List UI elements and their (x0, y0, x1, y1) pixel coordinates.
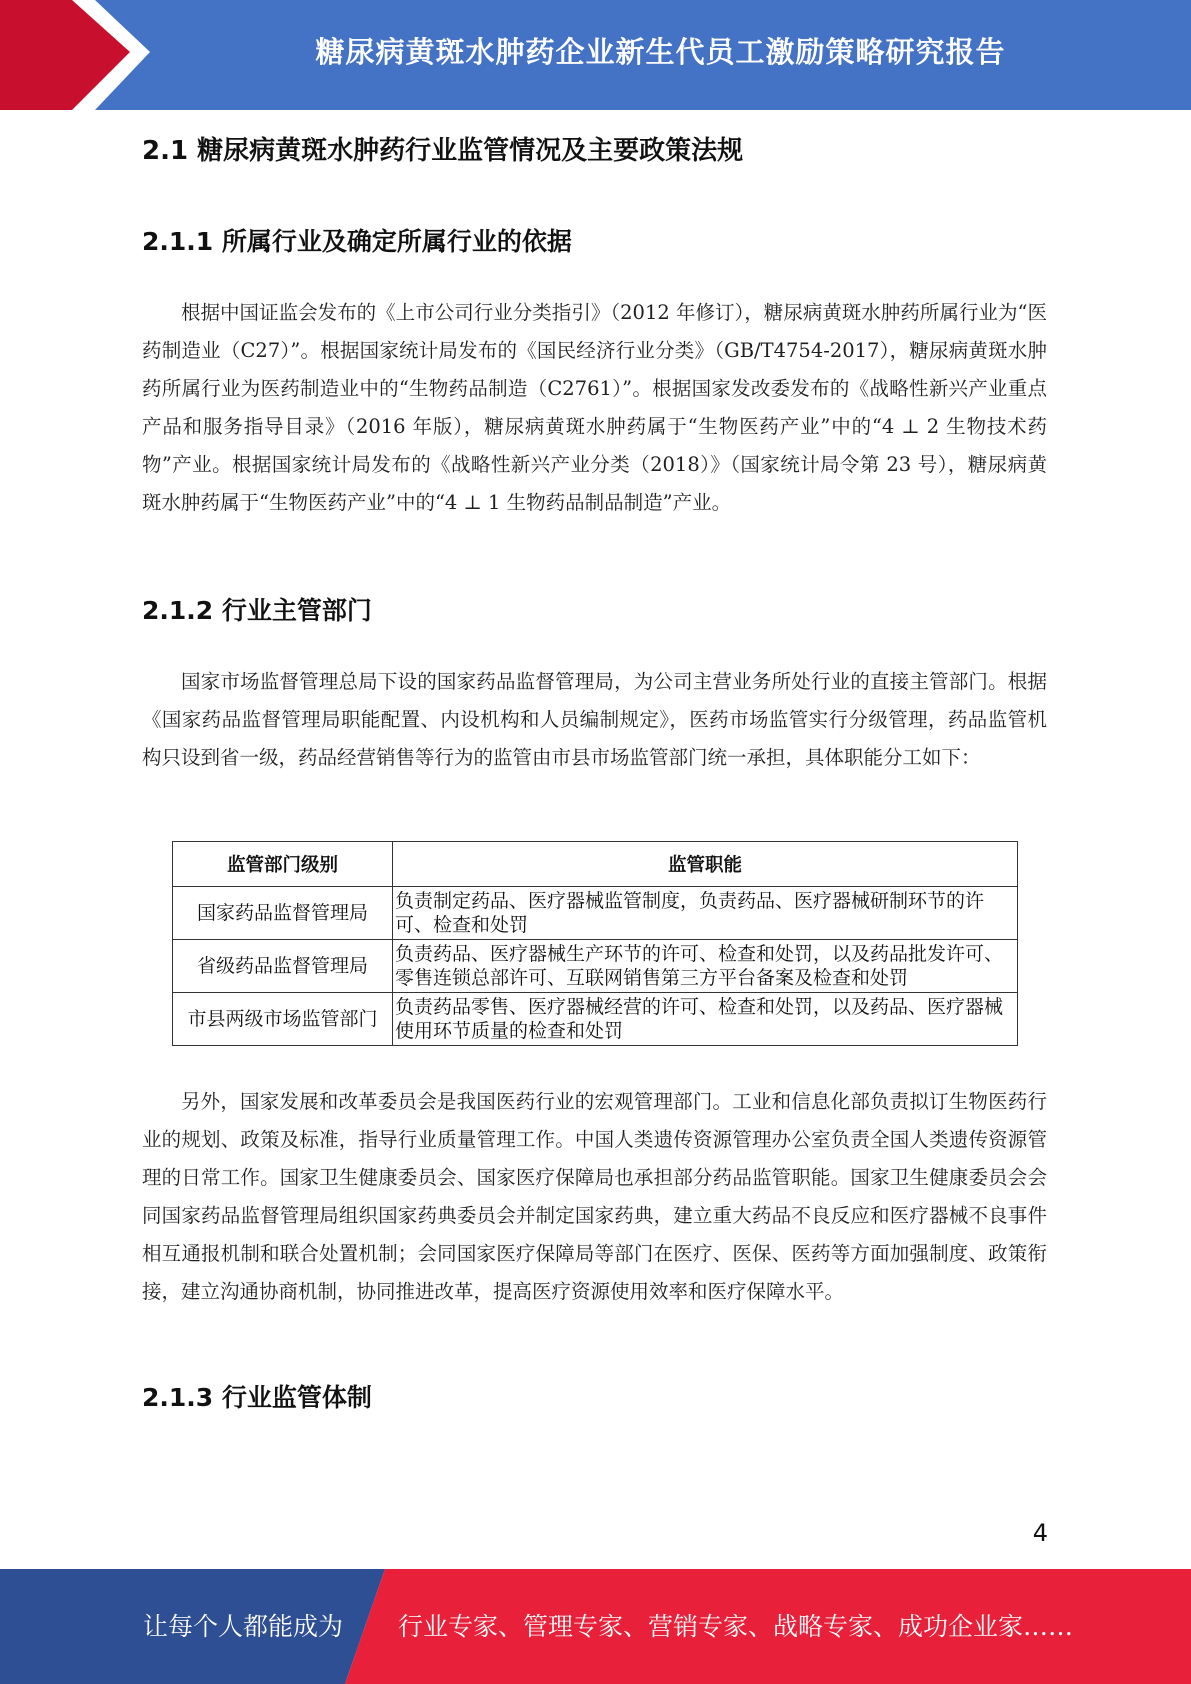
table-cell-duty: 负责药品、医疗器械生产环节的许可、检查和处罚，以及药品批发许可、零售连锁总部许可、互联网销售第三方平台备案及检查和处罚 (393, 940, 1018, 993)
table-cell-duty: 负责制定药品、医疗器械监管制度，负责药品、医疗器械研制环节的许可、检查和处罚 (393, 887, 1018, 940)
page-number: 4 (1032, 1519, 1048, 1547)
paragraph-industry-classification: 根据中国证监会发布的《上市公司行业分类指引》（2012 年修订），糖尿病黄斑水肿药所属行业为“医药制造业（C27）”。根据国家统计局发布的《国民经济行业分类》（GB/T4754-2017），糖尿病黄斑水肿药所属行业为医药制造业中的“生物药品制造（C2761）”。根据国家发改委发布的《战略性新兴产业重点产品和服务指导目录》（2016 年版），糖尿病黄斑水肿药属于“生物医药产业”中的“4 ⊥ 2 生物技术药物”产业。根据国家统计局发布的《战略性新兴产业分类（2018）》（国家统计局令第 23 号），糖尿病黄斑水肿药属于“生物医药产业”中的“4 ⊥ 1 生物药品制品制造”产业。 (142, 301, 1047, 514)
report-title: 糖尿病黄斑水肿药企业新生代员工激励策略研究报告 (315, 35, 1006, 69)
table-cell-level: 省级药品监督管理局 (173, 940, 393, 993)
paragraph-regulator: 国家市场监督管理总局下设的国家药品监督管理局，为公司主营业务所处行业的直接主管部门。根据《国家药品监督管理局职能配置、内设机构和人员编制规定》，医药市场监管实行分级管理，药品监管机构只设到省一级，药品经营销售等行为的监管由市县市场监管部门统一承担，具体职能分工如下： (142, 670, 1047, 769)
regulatory-duties-table (172, 841, 1018, 1046)
page-footer (0, 1569, 1191, 1684)
table-cell-level: 市县两级市场监管部门 (173, 993, 393, 1046)
paragraph-other-regulators: 另外，国家发展和改革委员会是我国医药行业的宏观管理部门。工业和信息化部负责拟订生物医药行业的规划、政策及标准，指导行业质量管理工作。中国人类遗传资源管理办公室负责全国人类遗传资源管理的日常工作。国家卫生健康委员会、国家医疗保障局也承担部分药品监管职能。国家卫生健康委员会会同国家药品监督管理局组织国家药典委员会并制定国家药典，建立重大药品不良反应和医疗器械不良事件相互通报机制和联合处置机制；会同国家医疗保障局等部门在医疗、医保、医药等方面加强制度、政策衔接，建立沟通协商机制，协同推进改革，提高医疗资源使用效率和医疗保障水平。 (142, 1090, 1047, 1303)
section-heading-2-1-3: 2.1.3 行业监管体制 (142, 1383, 372, 1412)
table-header-row (173, 842, 1018, 887)
page-header (0, 0, 1191, 110)
table-cell-duty: 负责药品零售、医疗器械经营的许可、检查和处罚，以及药品、医疗器械使用环节质量的检查和处罚 (393, 993, 1018, 1046)
table-header-duty: 监管职能 (393, 842, 1018, 887)
table-row (173, 940, 1018, 993)
footer-slogan-left: 让每个人都能成为 (143, 1612, 344, 1641)
table-cell-level: 国家药品监督管理局 (173, 887, 393, 940)
table-header-level: 监管部门级别 (173, 842, 393, 887)
section-heading-2-1: 2.1 糖尿病黄斑水肿药行业监管情况及主要政策法规 (142, 136, 744, 166)
section-heading-2-1-1: 2.1.1 所属行业及确定所属行业的依据 (142, 227, 572, 256)
header-chevron-decoration (0, 0, 160, 110)
table-row (173, 887, 1018, 940)
section-heading-2-1-2: 2.1.2 行业主管部门 (142, 596, 372, 625)
footer-slogan-right: 行业专家、管理专家、营销专家、战略专家、成功企业家…… (398, 1612, 1074, 1641)
table-row (173, 993, 1018, 1046)
